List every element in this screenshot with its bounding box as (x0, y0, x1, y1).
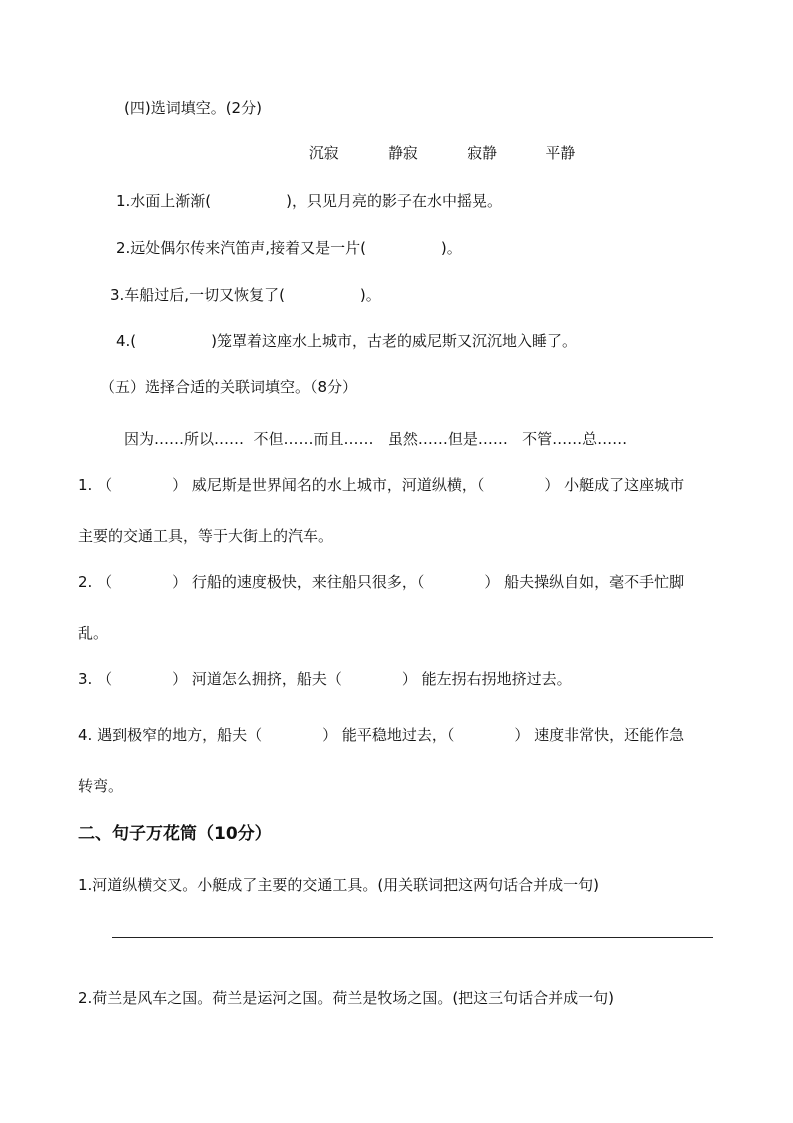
section4-item-4: 4.( )笼罩着这座水上城市，古老的威尼斯又沉沉地入睡了。 (116, 332, 578, 350)
section5-q2-line2: 乱。 (78, 624, 109, 642)
section5-q4-line2: 转弯。 (78, 777, 124, 795)
word-option: 静寂 (388, 144, 418, 162)
section4-item-2: 2.远处偶尔传来汽笛声,接着又是一片( )。 (116, 239, 462, 257)
part2-heading: 二、句子万花筒（10分） (78, 824, 272, 844)
section4-title: (四)选词填空。(2分) (124, 99, 262, 117)
section5-q3: 3. （ ） 河道怎么拥挤，船夫（ ） 能左拐右拐地挤过去。 (78, 670, 572, 688)
section5-q1-line1: 1. （ ） 威尼斯是世界闻名的水上城市，河道纵横，（ ） 小艇成了这座城市 (78, 476, 685, 494)
word-option: 沉寂 (308, 144, 339, 162)
word-option: 平静 (545, 144, 576, 162)
part2-q2: 2.荷兰是风车之国。荷兰是运河之国。荷兰是牧场之国。(把这三句话合并成一句) (78, 989, 615, 1007)
section5-title: （五）选择合适的关联词填空。（8分） (100, 378, 358, 396)
conjunction-options: 因为……所以…… 不但……而且…… 虽然……但是…… 不管……总…… (124, 430, 628, 448)
section5-q1-line2: 主要的交通工具，等于大街上的汽车。 (78, 527, 334, 545)
answer-line (112, 937, 713, 938)
section5-q2-line1: 2. （ ） 行船的速度极快，来往船只很多，（ ） 船夫操纵自如，毫不手忙脚 (78, 573, 685, 591)
word-option: 寂静 (467, 144, 497, 162)
part2-q1: 1.河道纵横交叉。小艇成了主要的交通工具。(用关联词把这两句话合并成一句) (78, 876, 600, 894)
section4-item-3: 3.车船过后,一切又恢复了( )。 (110, 286, 381, 304)
section4-item-1: 1.水面上渐渐( )，只见月亮的影子在水中摇晃。 (116, 192, 503, 210)
section5-q4-line1: 4. 遇到极窄的地方，船夫（ ） 能平稳地过去，（ ） 速度非常快，还能作急 (78, 726, 685, 744)
